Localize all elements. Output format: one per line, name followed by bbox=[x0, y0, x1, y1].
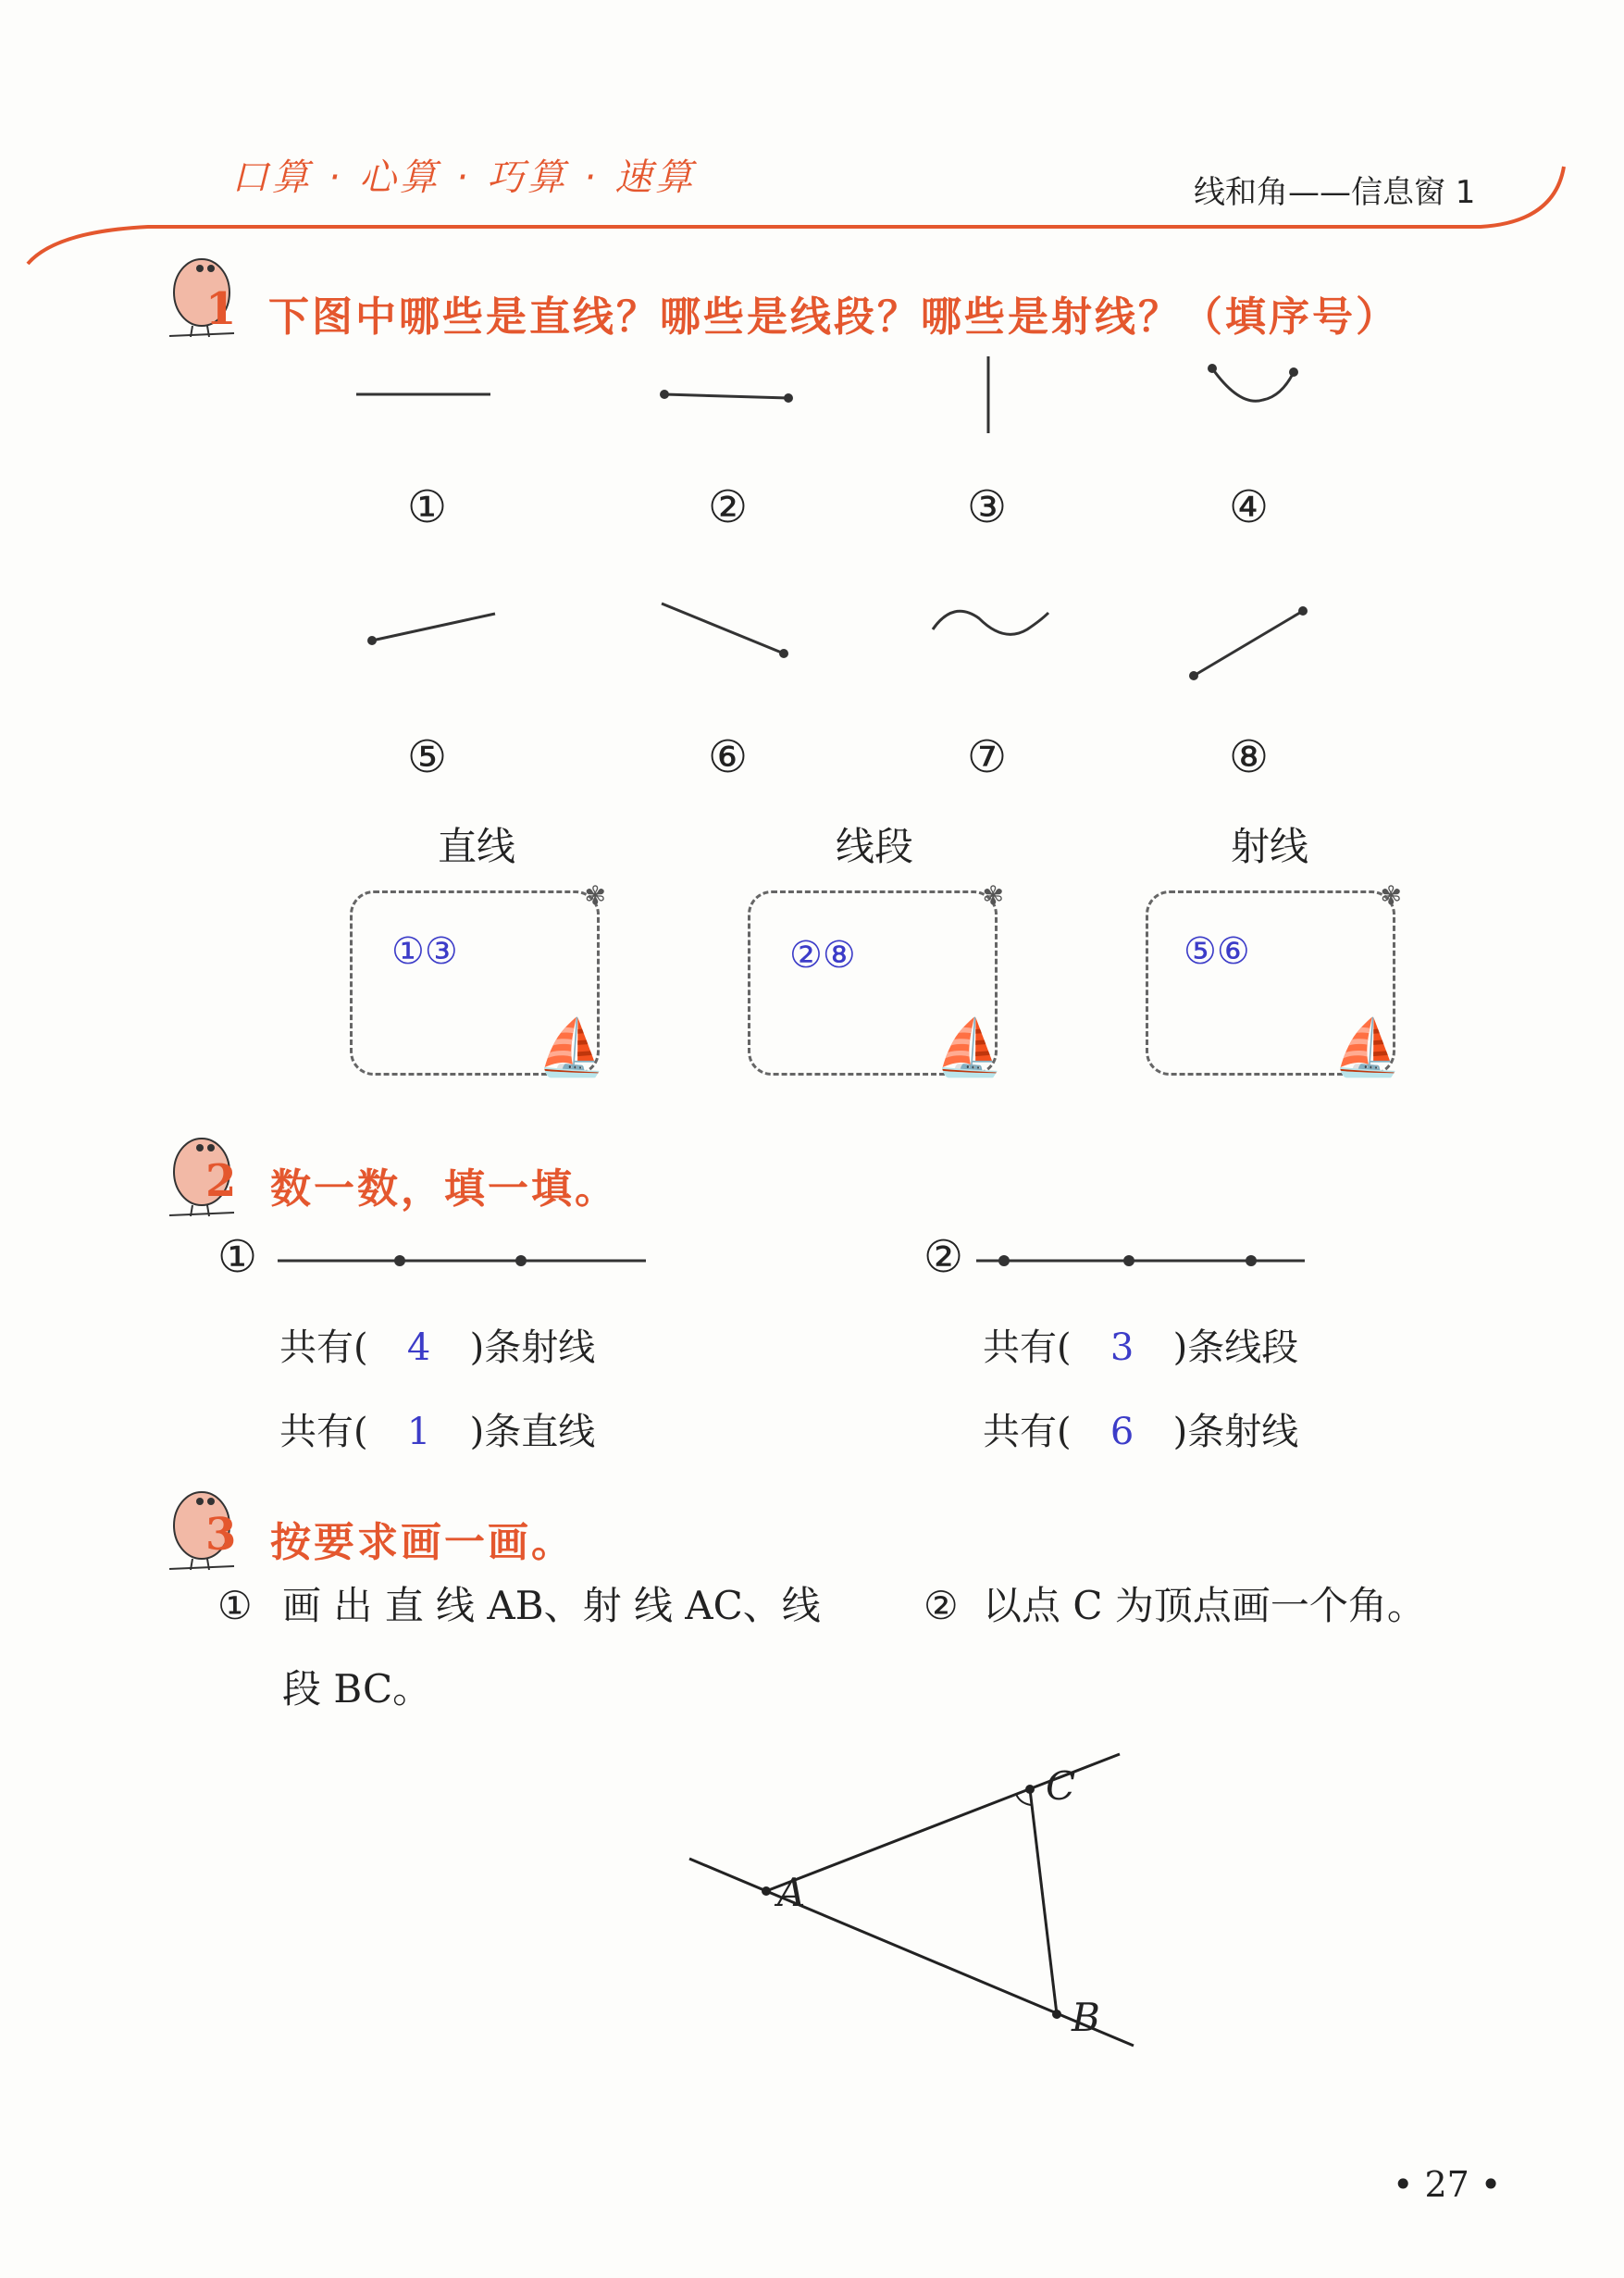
q2-part1-row1: 共有( 4 )条射线 bbox=[279, 1326, 596, 1369]
category-label-line: 直线 bbox=[438, 824, 516, 869]
ship-icon: ⛵ bbox=[1333, 1015, 1402, 1080]
q2-part2-rays-value[interactable]: 6 bbox=[1110, 1411, 1134, 1453]
line-ab bbox=[689, 1859, 1134, 2046]
q3-task1-marker: ① bbox=[217, 1583, 253, 1628]
header-right-title: 线和角——信息窗 1 bbox=[1194, 174, 1476, 211]
flower-icon: ✾ bbox=[1380, 880, 1402, 911]
q2-part1-rays-value[interactable]: 4 bbox=[406, 1326, 431, 1369]
figure-label-5: ⑤ bbox=[407, 731, 448, 783]
category-label-ray: 射线 bbox=[1231, 824, 1309, 869]
point-b-label: B bbox=[1072, 1995, 1100, 2040]
q1-title: 下图中哪些是直线？哪些是线段？哪些是射线？（填序号） bbox=[268, 293, 1399, 341]
answer-segment: ②⑧ bbox=[789, 934, 856, 977]
page-number: • 27 • bbox=[1393, 2164, 1502, 2205]
figure-label-1: ① bbox=[407, 481, 448, 533]
category-label-segment: 线段 bbox=[836, 824, 914, 869]
q3-task1-line1: 画 出 直 线 AB、射 线 AC、线 bbox=[282, 1583, 821, 1628]
q3-task2-marker: ② bbox=[924, 1583, 959, 1628]
figure-label-8: ⑧ bbox=[1229, 731, 1270, 783]
header-left-title: 口算 · 心算 · 巧算 · 速算 bbox=[231, 156, 697, 199]
figure-label-3: ③ bbox=[967, 481, 1008, 533]
segment-bc bbox=[1030, 1789, 1057, 2014]
figure-label-6: ⑥ bbox=[708, 731, 749, 783]
flower-icon: ✾ bbox=[584, 880, 606, 911]
q2-part1-lines-value[interactable]: 1 bbox=[406, 1411, 431, 1453]
q2-title: 数一数，填一填。 bbox=[270, 1165, 618, 1213]
ship-icon: ⛵ bbox=[537, 1015, 606, 1080]
figure-label-2: ② bbox=[708, 481, 749, 533]
q3-task2-text: 以点 C 为顶点画一个角。 bbox=[983, 1583, 1426, 1628]
point-c-label: C bbox=[1046, 1763, 1076, 1809]
q2-part2-segments-value[interactable]: 3 bbox=[1110, 1326, 1134, 1369]
flower-icon: ✾ bbox=[982, 880, 1004, 911]
q2-number: 2 bbox=[205, 1155, 240, 1207]
q2-part2-row2: 共有( 6 )条射线 bbox=[983, 1411, 1299, 1453]
q2-part1-row2: 共有( 1 )条直线 bbox=[279, 1411, 596, 1453]
figure-label-7: ⑦ bbox=[967, 731, 1008, 783]
q3-task1-line2: 段 BC。 bbox=[282, 1666, 432, 1712]
figure-label-4: ④ bbox=[1229, 481, 1270, 533]
q3-title: 按要求画一画。 bbox=[270, 1519, 575, 1566]
point-a-label: A bbox=[777, 1870, 806, 1915]
q1-number: 1 bbox=[205, 283, 240, 335]
q2-part2-marker: ② bbox=[924, 1231, 964, 1283]
q3-number: 3 bbox=[205, 1509, 240, 1561]
ship-icon: ⛵ bbox=[935, 1015, 1004, 1080]
q2-part2-row1: 共有( 3 )条线段 bbox=[983, 1326, 1299, 1369]
angle-mark bbox=[1016, 1794, 1031, 1805]
answer-ray: ⑤⑥ bbox=[1184, 930, 1250, 973]
answer-line: ①③ bbox=[391, 930, 458, 973]
q2-part1-marker: ① bbox=[217, 1231, 258, 1283]
